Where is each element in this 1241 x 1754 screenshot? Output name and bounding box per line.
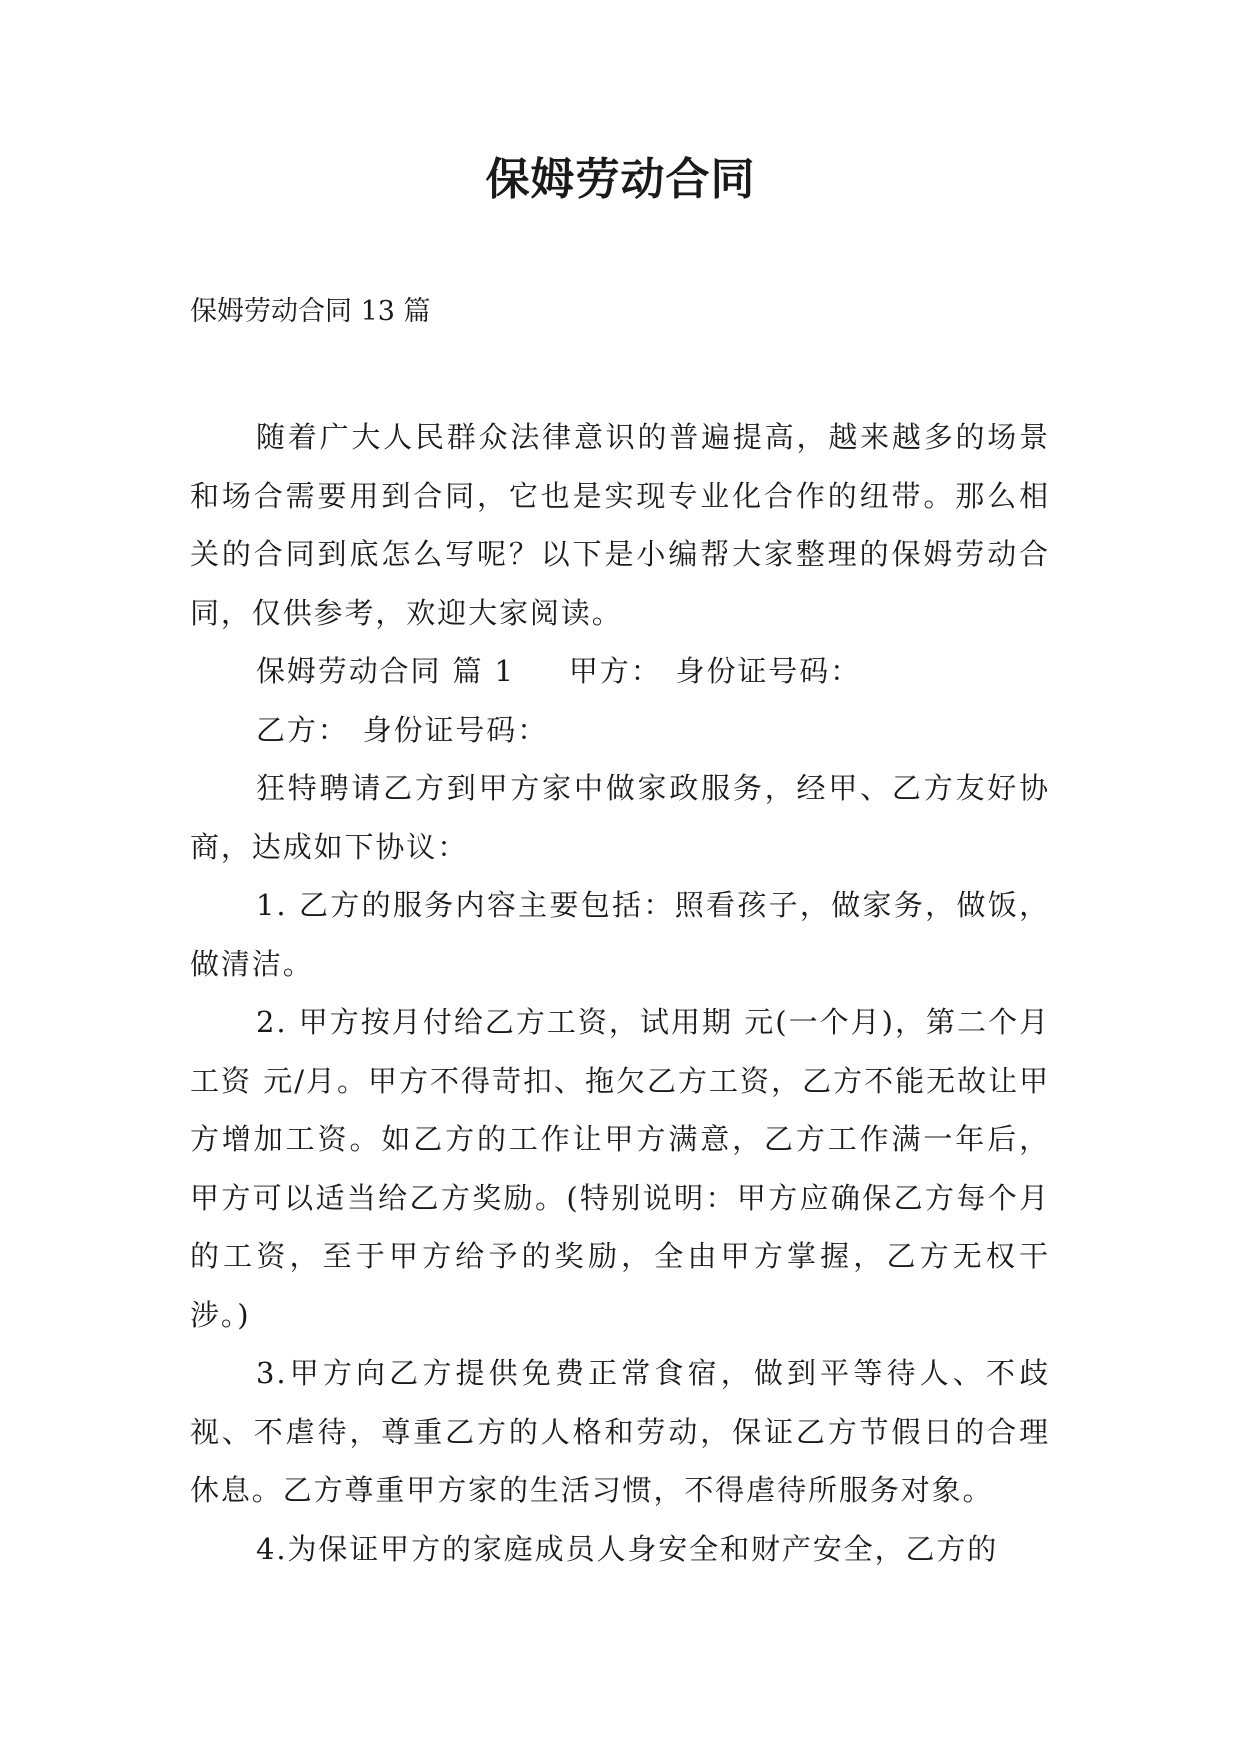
party-a-label: 甲方： xyxy=(568,654,662,688)
section-heading: 保姆劳动合同 篇 1 xyxy=(256,654,515,688)
clause-3: 3.甲方向乙方提供免费正常食宿，做到平等待人、不歧视、不虐待，尊重乙方的人格和劳动，保证乙方节假日的合理休息。乙方尊重甲方家的生活习惯，不得虐待所服务对象。 xyxy=(190,1356,1050,1507)
clause-4: 4.为保证甲方的家庭成员人身安全和财产安全，乙方的 xyxy=(256,1531,999,1566)
party-b-label: 乙方： xyxy=(256,712,349,747)
section-heading-line xyxy=(190,642,1050,701)
clause-2: 2. 甲方按月付给乙方工资，试用期 元(一个月)，第二个月工资 元/月。甲方不得苛扣、拖欠乙方工资，乙方不能无故让甲方增加工资。如乙方的工作让甲方满意，乙方工作满一年后，甲方可以适当给乙方奖励。(特别说明：甲方应确保乙方每个月的工资，至于甲方给予的奖励，全由甲方掌握，乙方无权干涉。) xyxy=(190,1005,1050,1332)
party-a-id-label: 身份证号码： xyxy=(675,654,861,688)
party-b-line xyxy=(190,701,1050,760)
intro-paragraph: 随着广大人民群众法律意识的普遍提高，越来越多的场景和场合需要用到合同，它也是实现专业化合作的纽带。那么相关的合同到底怎么写呢？以下是小编帮大家整理的保姆劳动合同，仅供参考，欢迎大家阅读。 xyxy=(190,420,1050,630)
document-body xyxy=(190,408,1050,1578)
hire-paragraph: 狂特聘请乙方到甲方家中做家政服务，经甲、乙方友好协商，达成如下协议： xyxy=(190,771,1050,864)
document-subtitle: 保姆劳动合同 13 篇 xyxy=(190,296,431,327)
document-title: 保姆劳动合同 xyxy=(485,154,756,205)
party-b-id-label: 身份证号码： xyxy=(362,712,549,747)
clause-1: 1. 乙方的服务内容主要包括：照看孩子，做家务，做饭，做清洁。 xyxy=(190,888,1050,981)
